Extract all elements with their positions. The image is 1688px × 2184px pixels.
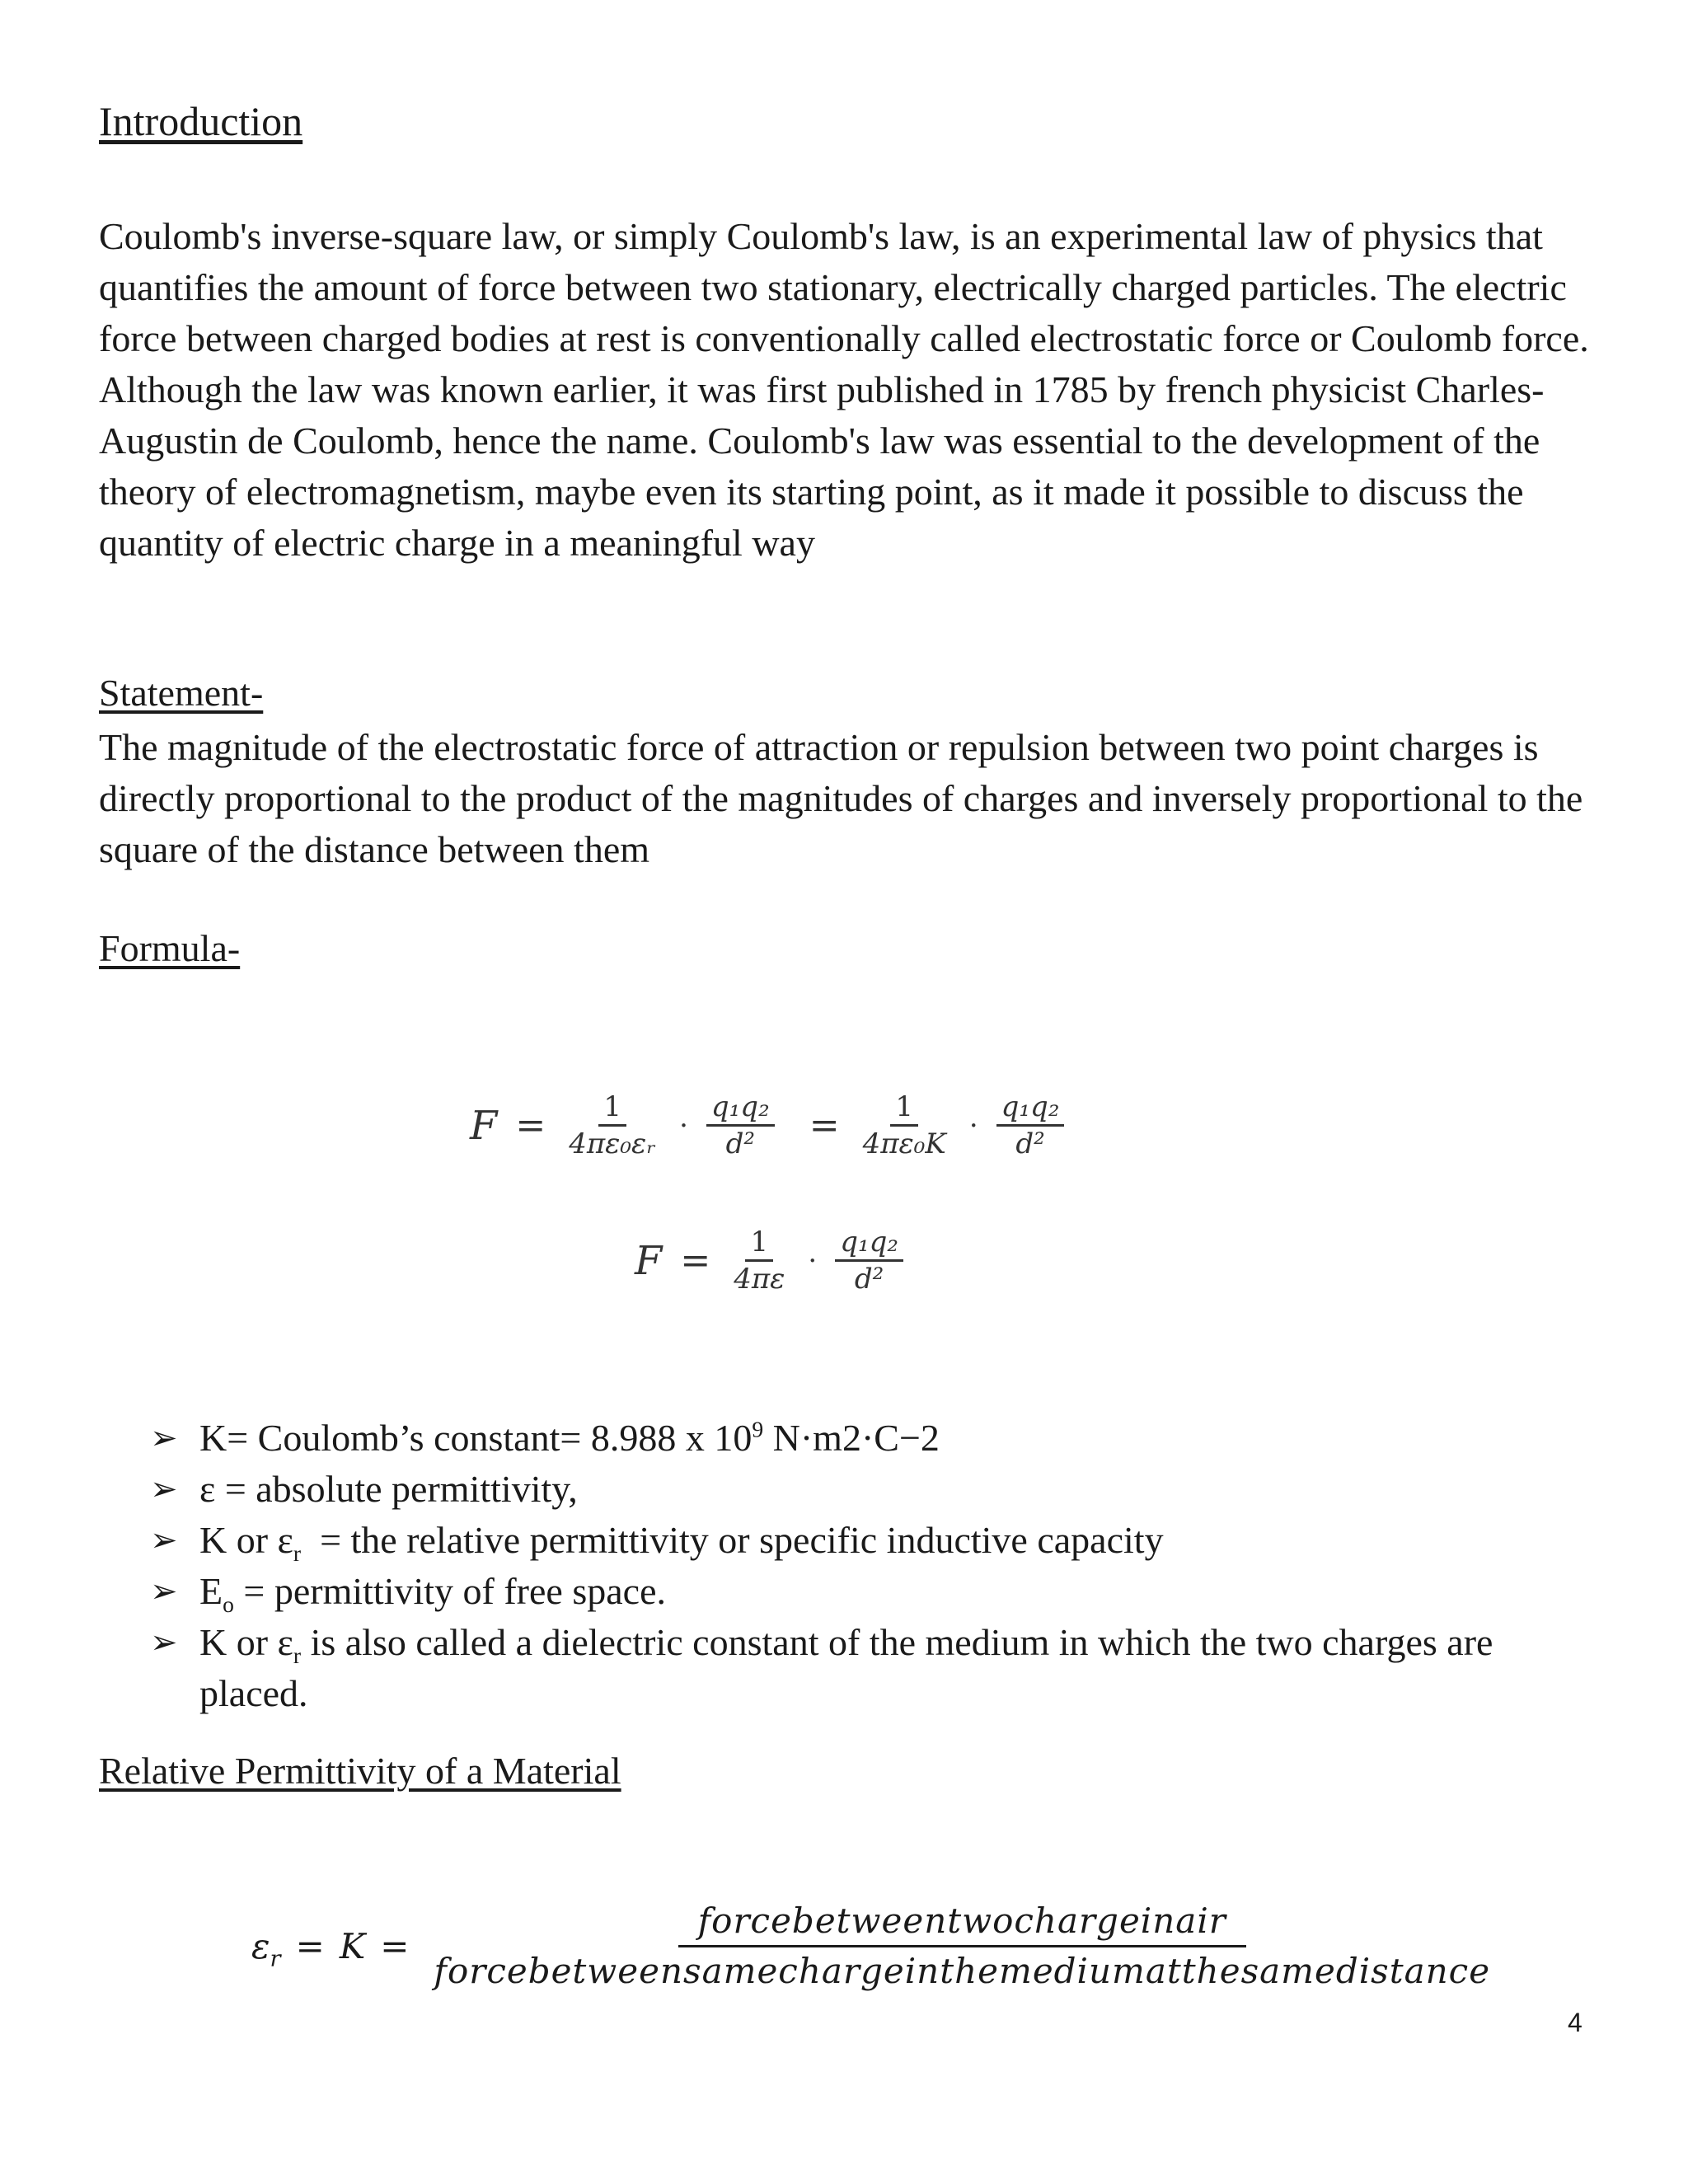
bullet-4-subscript: o bbox=[223, 1591, 234, 1618]
formula1-f3-numerator: 1 bbox=[890, 1093, 918, 1127]
bullet-5-text: K or ε bbox=[199, 1621, 293, 1663]
formula1-fraction-4 bbox=[996, 1090, 1065, 1160]
arrow-bullet-icon: ➢ bbox=[150, 1419, 178, 1456]
intro-heading: Introduction bbox=[99, 98, 303, 144]
equals-2: = bbox=[380, 1926, 410, 1966]
equals-1: = bbox=[295, 1926, 325, 1966]
bullet-5-definition: is also called a dielectric constant of the medium in which the two charges are placed. bbox=[199, 1621, 1493, 1714]
statement-text bbox=[99, 722, 1615, 875]
list-item bbox=[150, 1515, 1551, 1566]
formula2-dot: · bbox=[808, 1244, 818, 1277]
formula1-f1-denominator: 4πε₀εᵣ bbox=[569, 1127, 657, 1160]
formula1-dot-1: · bbox=[679, 1108, 688, 1142]
relative-permittivity-formula bbox=[251, 1900, 1497, 1991]
arrow-bullet-icon: ➢ bbox=[150, 1521, 178, 1558]
coulomb-formula-2 bbox=[635, 1226, 903, 1296]
list-item bbox=[150, 1413, 1551, 1464]
coulomb-formula-1 bbox=[470, 1090, 1064, 1160]
epsilon-r-symbol: $\varepsilon_r$ bbox=[251, 1926, 281, 1972]
bullet-5-subscript: r bbox=[293, 1643, 302, 1669]
bullet-1-text: K= Coulomb’s constant= 8.988 x 10 bbox=[199, 1417, 753, 1459]
page-number: 4 bbox=[1568, 2008, 1582, 2037]
intro-body bbox=[99, 211, 1615, 569]
formula2-lhs: F bbox=[635, 1237, 663, 1284]
relative-permittivity-heading: Relative Permittivity of a Material bbox=[99, 1750, 621, 1792]
list-item bbox=[150, 1464, 1551, 1515]
formula2-f1-denominator: 4πε bbox=[734, 1263, 785, 1296]
formula2-f2-numerator: q₁q₂ bbox=[835, 1228, 903, 1262]
bullet-3-text: K or ε bbox=[199, 1519, 293, 1561]
statement-paragraph: The magnitude of the electrostatic force of attraction or repulsion between two point charges is directly proportional to the product of the magnitudes of charges and inversely proportional to the square of the distance between them bbox=[99, 726, 1583, 870]
formula1-fraction-2 bbox=[706, 1090, 775, 1160]
arrow-bullet-icon: ➢ bbox=[150, 1572, 178, 1610]
formula1-equals: = bbox=[515, 1104, 546, 1146]
formula-heading: Formula- bbox=[99, 927, 241, 969]
formula2-equals: = bbox=[680, 1240, 711, 1282]
k-symbol: K bbox=[339, 1926, 366, 1966]
intro-paragraph-2: Although the law was known earlier, it was first published in 1785 by french physicist Charles-Augustin de Coulomb, hence the name. Coulomb's law was essential to the development of the theory of electromagnetism, maybe even its starting point, as it made it possible to discuss the quantity of electric charge in a meaningful way bbox=[99, 368, 1545, 564]
formula2-fraction-1 bbox=[729, 1226, 790, 1296]
fraction-numerator: forcebetweentwochargeinair bbox=[678, 1904, 1246, 1947]
bullet-4-definition: = permittivity of free space. bbox=[233, 1570, 666, 1612]
formula2-fraction-2 bbox=[835, 1226, 903, 1296]
arrow-bullet-icon: ➢ bbox=[150, 1470, 178, 1507]
statement-heading: Statement- bbox=[99, 672, 264, 714]
formula1-dot-2: · bbox=[968, 1108, 978, 1142]
intro-paragraph-1: Coulomb's inverse-square law, or simply Coulomb's law, is an experimental law of physics that quantifies the amount of force between two stationary, electrically charged particles. The electric force between charged bodies at rest is conventionally called electrostatic force or Coulomb force. bbox=[99, 215, 1589, 359]
formula1-f4-denominator: d² bbox=[1015, 1127, 1045, 1160]
bullet-3-definition: = the relative permittivity or specific inductive capacity bbox=[301, 1519, 1164, 1561]
formula1-f1-numerator: 1 bbox=[598, 1093, 626, 1127]
formula1-fraction-1 bbox=[564, 1090, 661, 1160]
bullet-3-subscript: r bbox=[293, 1540, 302, 1567]
formula1-equals-2: = bbox=[809, 1104, 840, 1146]
formula1-fraction-3 bbox=[858, 1090, 951, 1160]
formula1-f2-denominator: d² bbox=[725, 1127, 755, 1160]
formula1-f3-denominator: 4πε₀K bbox=[862, 1127, 946, 1160]
formula1-f4-numerator: q₁q₂ bbox=[996, 1093, 1065, 1127]
formula1-lhs: F bbox=[470, 1102, 498, 1149]
fraction-denominator: forcebetweensamechargeinthemediumatthesamedistance bbox=[434, 1951, 1491, 1991]
formula1-f2-numerator: q₁q₂ bbox=[706, 1093, 775, 1127]
formula2-f2-denominator: d² bbox=[854, 1263, 884, 1296]
bullet-4-text: E bbox=[199, 1570, 223, 1612]
list-item bbox=[150, 1617, 1551, 1719]
bullet-1-exponent: 9 bbox=[752, 1416, 764, 1442]
formula2-f1-numerator: 1 bbox=[745, 1228, 773, 1262]
bullet-2-text: ε = absolute permittivity, bbox=[199, 1468, 578, 1510]
definitions-list bbox=[150, 1413, 1551, 1719]
list-item bbox=[150, 1566, 1551, 1617]
arrow-bullet-icon: ➢ bbox=[150, 1624, 178, 1661]
relative-permittivity-fraction bbox=[427, 1900, 1497, 1991]
bullet-1-units: N·m2·C−2 bbox=[763, 1417, 940, 1459]
